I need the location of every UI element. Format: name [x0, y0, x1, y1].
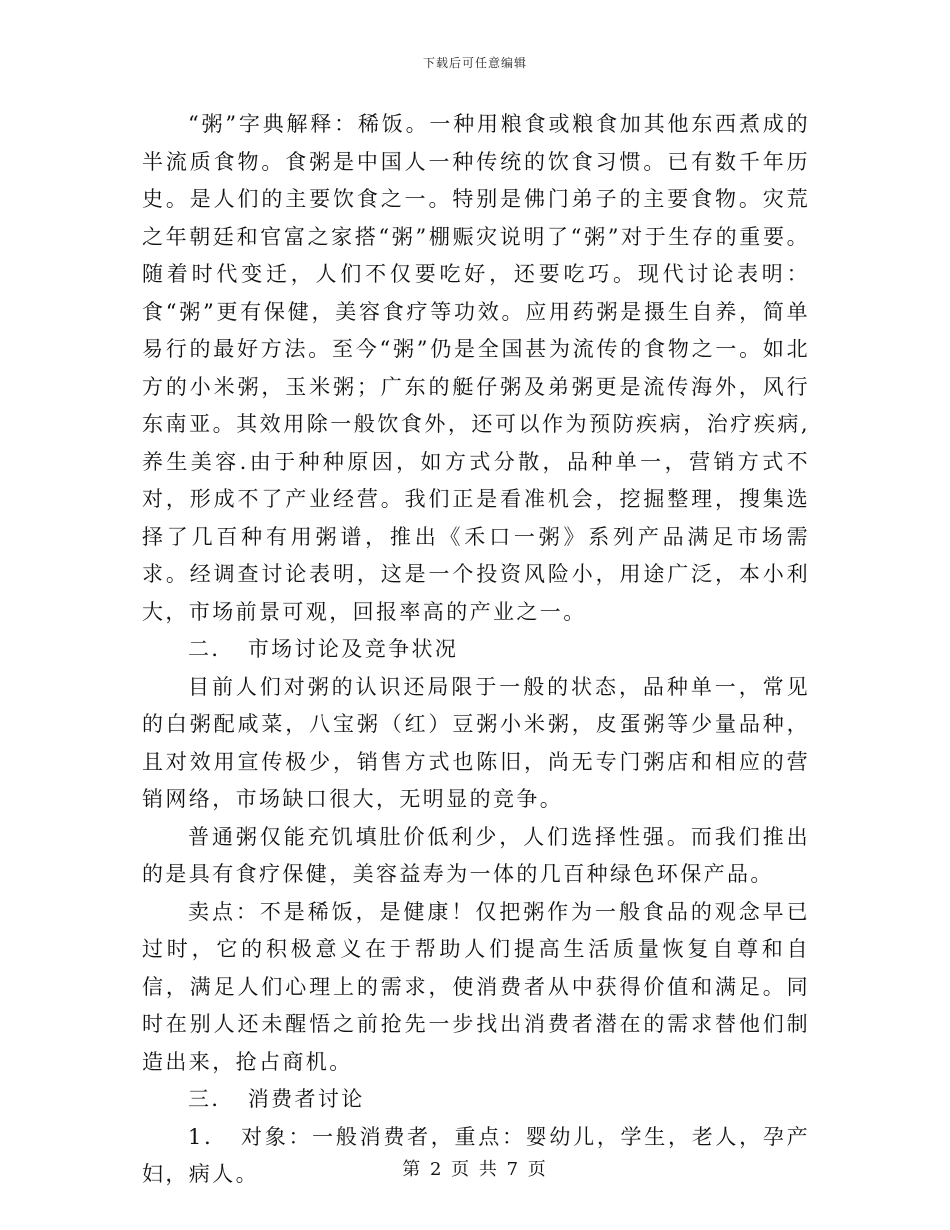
selling-point-paragraph: 卖点：不是稀饭，是健康！仅把粥作为一般食品的观念早已过时，它的积极意义在于帮助人们提高生活质量恢复自尊和自信，满足人们心理上的需求，使消费者从中获得价值和满足。同时在别人还未醒悟之前抢先一步找出消费者潜在的需求替他们制造出来，抢占商机。 [142, 899, 810, 1074]
section-heading-consumer: 三． 消费者讨论 [188, 1087, 365, 1111]
page-header: 下载后可任意编辑 [422, 56, 527, 70]
ordinary-porridge-paragraph: 普通粥仅能充饥填肚价低利少，人们选择性强。而我们推出的是具有食疗保健，美容益寿为一体的几百种绿色环保产品。 [142, 824, 810, 886]
consumer-target-item: 1． 对象：一般消费者，重点：婴幼儿，学生，老人，孕产妇，病人。 [142, 1124, 810, 1186]
document-body [142, 106, 810, 1194]
intro-paragraph: “粥”字典解释：稀饭。一种用粮食或粮食加其他东西煮成的半流质食物。食粥是中国人一种传统的饮食习惯。已有数千年历史。是人们的主要饮食之一。特别是佛门弟子的主要食物。灾荒之年朝廷和官富之家搭“粥”棚赈灾说明了“粥”对于生存的重要。随着时代变迁，人们不仅要吃好，还要吃巧。现代讨论表明：食“粥”更有保健，美容食疗等功效。应用药粥是摄生自养，简单易行的最好方法。至今“粥”仍是全国甚为流传的食物之一。如北方的小米粥，玉米粥；广东的艇仔粥及弟粥更是流传海外，风行东南亚。其效用除一般饮食外，还可以作为预防疾病，治疗疾病,养生美容.由于种种原因，如方式分散，品种单一，营销方式不对，形成不了产业经营。我们正是看准机会，挖掘整理，搜集选择了几百种有用粥谱，推出《禾口一粥》系列产品满足市场需求。经调查讨论表明，这是一个投资风险小，用途广泛，本小利大，市场前景可观，回报率高的产业之一。 [142, 112, 810, 624]
market-paragraph: 目前人们对粥的认识还局限于一般的状态，品种单一，常见的白粥配咸菜，八宝粥（红）豆粥小米粥，皮蛋粥等少量品种，且对效用宣传极少，销售方式也陈旧，尚无专门粥店和相应的营销网络，市场缺口很大，无明显的竞争。 [142, 674, 810, 811]
section-heading-market: 二． 市场讨论及竞争状况 [188, 637, 459, 661]
page-number: 第 2 页 共 7 页 [402, 1159, 548, 1180]
